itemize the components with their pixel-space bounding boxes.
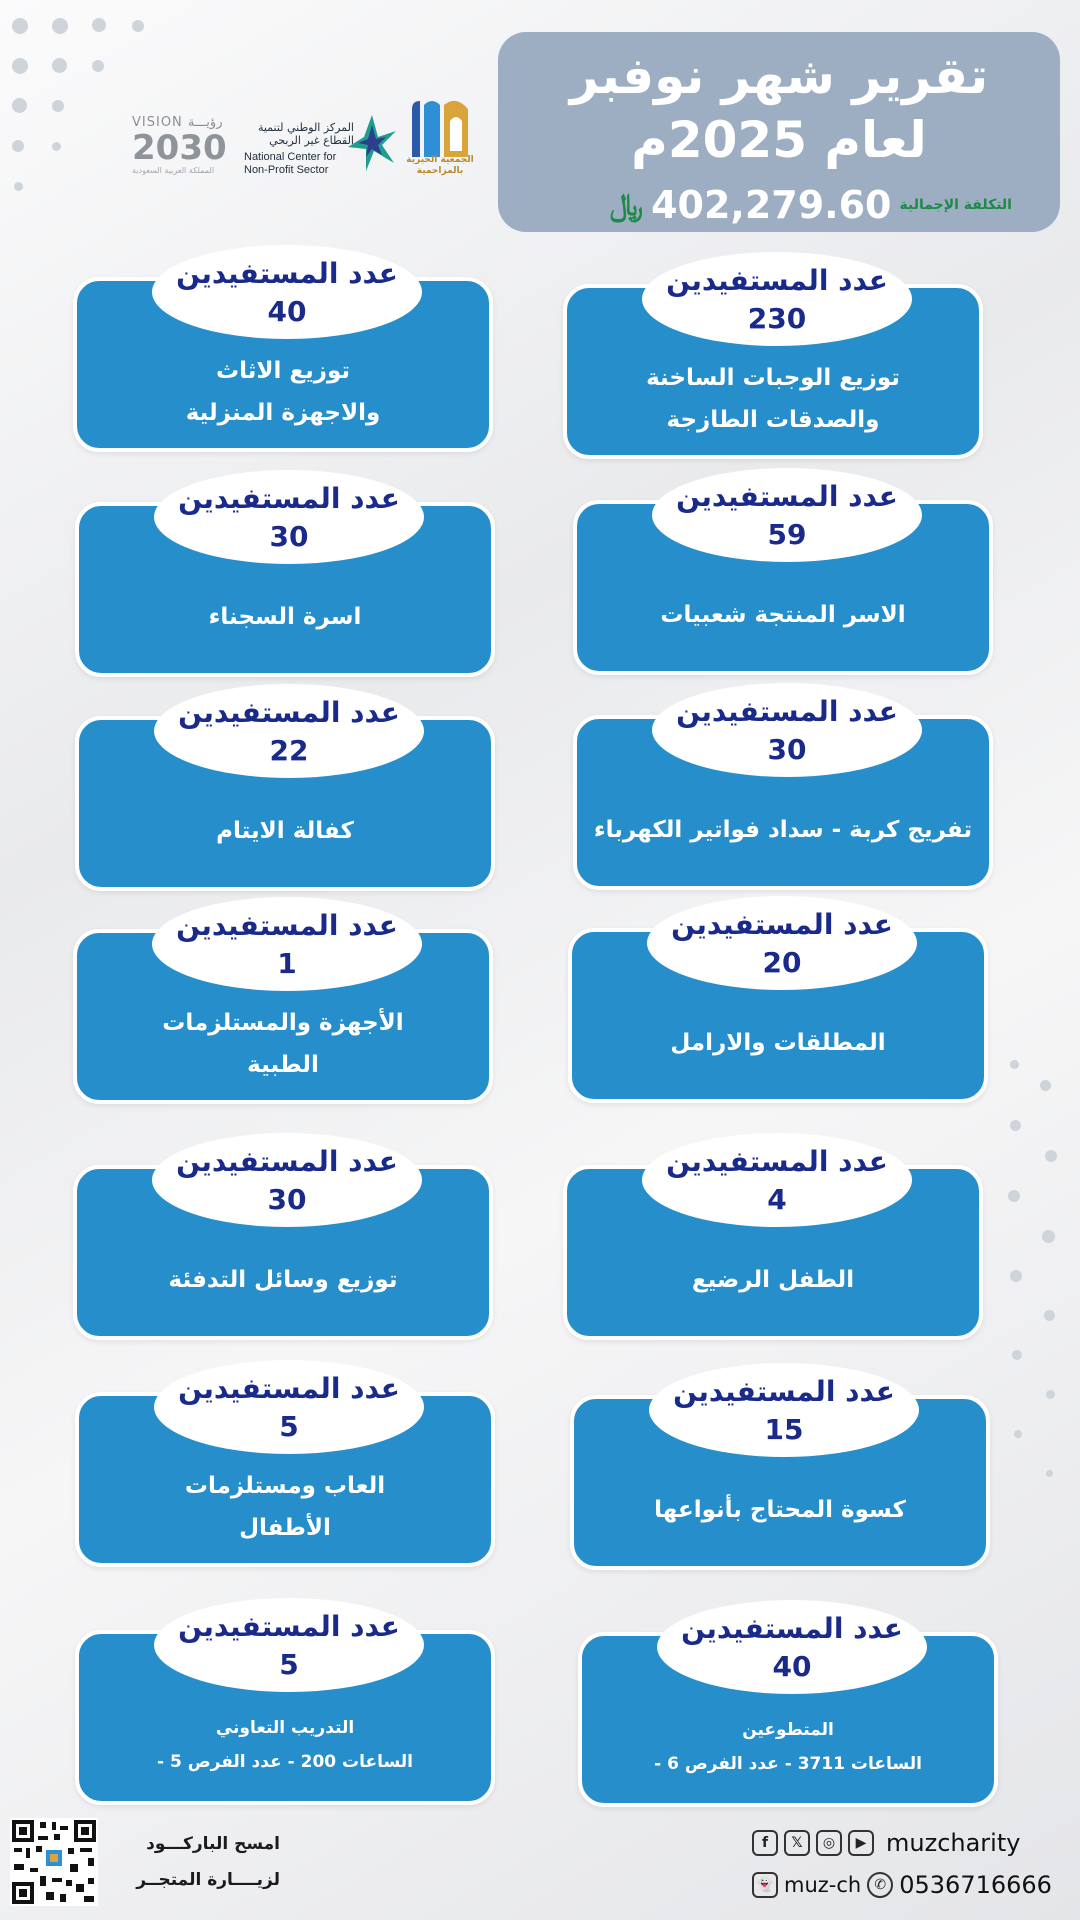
- scan-instruction-line1: امسح الباركـــود: [146, 1834, 280, 1854]
- program-name: [87, 345, 479, 438]
- program-card: [75, 1372, 495, 1567]
- beneficiaries-count: 5: [279, 1648, 299, 1681]
- program-name-line1: اسرة السجناء: [208, 603, 362, 630]
- program-name-line2: - الساعات 3711 - عدد الفرص 6: [654, 1753, 922, 1774]
- beneficiaries-oval: [652, 683, 922, 777]
- program-name: [89, 570, 481, 663]
- social-handle[interactable]: muzcharity: [886, 1829, 1021, 1857]
- program-card: [75, 1610, 495, 1805]
- beneficiaries-count: 15: [764, 1413, 804, 1446]
- program-name: [87, 997, 479, 1090]
- phone-number[interactable]: 0536716666: [899, 1871, 1052, 1899]
- beneficiaries-count: 59: [767, 518, 807, 551]
- program-name: [592, 1700, 984, 1793]
- store-qr-section: [10, 1818, 280, 1910]
- beneficiaries-oval: [642, 252, 912, 346]
- ncnp-english-name: [244, 151, 354, 177]
- program-card: [573, 695, 993, 890]
- beneficiaries-oval: [657, 1600, 927, 1694]
- program-name-line1: المتطوعين: [742, 1719, 834, 1740]
- beneficiaries-count: 230: [747, 302, 807, 335]
- beneficiaries-label: عدد المستفيدين: [673, 1375, 895, 1408]
- report-title-line1: تقرير شهر نوفبر: [569, 47, 989, 105]
- program-card: [570, 1375, 990, 1570]
- program-name-line1: الطفل الرضيع: [691, 1266, 855, 1293]
- beneficiaries-oval: [652, 468, 922, 562]
- charity-org-logo: [402, 99, 478, 191]
- beneficiaries-oval: [154, 684, 424, 778]
- program-card: [75, 696, 495, 891]
- program-name: [587, 568, 979, 661]
- program-card: [73, 909, 493, 1104]
- program-name: [587, 783, 979, 876]
- total-cost: [610, 180, 1012, 230]
- program-name: [89, 1698, 481, 1791]
- program-name: [577, 352, 969, 445]
- report-title-line2: لعام 2025م: [631, 111, 927, 169]
- social-links: [752, 1828, 1052, 1858]
- program-card: [75, 482, 495, 677]
- report-header: [498, 32, 1060, 232]
- program-name-line1: كفالة الايتام: [216, 817, 354, 844]
- program-card: [563, 1145, 983, 1340]
- ncnp-ar-line1: المركز الوطني لتنمية: [257, 121, 354, 134]
- snapchat-icon[interactable]: 👻: [752, 1872, 778, 1898]
- beneficiaries-label: عدد المستفيدين: [671, 908, 893, 941]
- program-name: [582, 996, 974, 1089]
- saudi-riyal-icon: ﷼: [609, 187, 644, 223]
- whatsapp-icon[interactable]: ✆: [867, 1872, 893, 1898]
- beneficiaries-label: عدد المستفيدين: [176, 257, 398, 290]
- beneficiaries-count: 20: [762, 946, 802, 979]
- program-name-line1: العاب ومستلزمات: [184, 1472, 386, 1499]
- facebook-icon[interactable]: f: [752, 1830, 778, 1856]
- program-name-line1: تفريج كربة - سداد فواتير الكهرباء: [593, 816, 973, 843]
- beneficiaries-label: عدد المستفيدين: [176, 909, 398, 942]
- beneficiaries-label: عدد المستفيدين: [178, 1372, 400, 1405]
- vision-subtitle: المملكة العربية السعودية: [132, 166, 215, 175]
- beneficiaries-count: 40: [267, 295, 307, 328]
- instagram-icon[interactable]: ◎: [816, 1830, 842, 1856]
- program-name-line1: كسوة المحتاج بأنواعها: [654, 1496, 906, 1523]
- scan-instruction-line2: لزيــــارة المتجــر: [136, 1870, 280, 1890]
- beneficiaries-oval: [647, 896, 917, 990]
- ncnp-en-line2: Non-Profit Sector: [244, 164, 329, 176]
- beneficiaries-oval: [642, 1133, 912, 1227]
- beneficiaries-oval: [152, 897, 422, 991]
- program-name: [577, 1233, 969, 1326]
- beneficiaries-oval: [152, 245, 422, 339]
- beneficiaries-count: 30: [269, 520, 309, 553]
- beneficiaries-count: 1: [277, 947, 297, 980]
- beneficiaries-count: 22: [269, 734, 309, 767]
- program-name-line1: توزيع وسائل التدفئة: [168, 1266, 398, 1293]
- beneficiaries-oval: [154, 470, 424, 564]
- partner-logos: [120, 95, 480, 195]
- program-name: [89, 1460, 481, 1553]
- program-card: [73, 1145, 493, 1340]
- beneficiaries-label: عدد المستفيدين: [178, 482, 400, 515]
- program-name: [87, 1233, 479, 1326]
- program-name: [584, 1463, 976, 1556]
- total-cost-label: التكلفة الإجمالية: [899, 197, 1012, 213]
- beneficiaries-count: 30: [767, 733, 807, 766]
- vision-2030-logo: [132, 115, 242, 185]
- beneficiaries-count: 4: [767, 1183, 787, 1216]
- beneficiaries-label: عدد المستفيدين: [676, 695, 898, 728]
- beneficiaries-label: عدد المستفيدين: [676, 480, 898, 513]
- youtube-icon[interactable]: ▶: [848, 1830, 874, 1856]
- ncnp-ar-line2: القطاع غير الربحي: [269, 134, 354, 147]
- ncnp-arabic-name: [244, 121, 354, 147]
- ncnp-en-line1: National Center for: [244, 151, 337, 163]
- beneficiaries-label: عدد المستفيدين: [681, 1612, 903, 1645]
- total-cost-value: 402,279.60: [651, 183, 892, 227]
- vision-top-text: VISION رؤيـــة: [132, 115, 223, 130]
- beneficiaries-label: عدد المستفيدين: [666, 1145, 888, 1178]
- qr-code-icon[interactable]: [10, 1818, 98, 1906]
- decorative-dots-right: [990, 1040, 1080, 1600]
- beneficiaries-count: 30: [267, 1183, 307, 1216]
- program-name-line2: والاجهزة المنزلية: [185, 399, 381, 426]
- beneficiaries-label: عدد المستفيدين: [176, 1145, 398, 1178]
- program-name-line1: المطلقات والارامل: [670, 1029, 886, 1056]
- beneficiaries-oval: [649, 1363, 919, 1457]
- beneficiaries-oval: [154, 1360, 424, 1454]
- program-name-line2: الأطفال: [239, 1514, 331, 1541]
- program-name-line1: الاسر المنتجة شعبيات: [660, 601, 906, 628]
- beneficiaries-count: 5: [279, 1410, 299, 1443]
- program-card: [563, 264, 983, 459]
- charity-org-name: الجمعية الخيرية بالمزاحمية: [406, 155, 474, 176]
- program-card: [578, 1612, 998, 1807]
- program-name-line2: - الساعات 200 - عدد الفرص 5: [157, 1751, 413, 1772]
- beneficiaries-oval: [154, 1598, 424, 1692]
- program-name-line1: التدريب التعاوني: [215, 1717, 355, 1738]
- contact-row: [752, 1870, 1052, 1900]
- beneficiaries-label: عدد المستفيدين: [178, 1610, 400, 1643]
- snapchat-handle[interactable]: muz-ch: [784, 1873, 862, 1897]
- beneficiaries-label: عدد المستفيدين: [178, 696, 400, 729]
- beneficiaries-oval: [152, 1133, 422, 1227]
- contact-info: [752, 1828, 1052, 1912]
- program-card: [73, 257, 493, 452]
- beneficiaries-label: عدد المستفيدين: [666, 264, 888, 297]
- program-card: [568, 908, 988, 1103]
- program-name-line1: توزيع الوجبات الساخنة: [646, 364, 900, 391]
- ncnp-star-icon: [344, 111, 400, 175]
- x-icon[interactable]: 𝕏: [784, 1830, 810, 1856]
- program-name-line1: توزيع الاثاث: [215, 357, 351, 384]
- program-name-line2: والصدقات الطازجة: [666, 406, 880, 433]
- program-card: [573, 480, 993, 675]
- program-name-line1: الأجهزة والمستلزمات: [162, 1009, 404, 1036]
- program-name: [89, 784, 481, 877]
- vision-year: 2030: [132, 128, 227, 168]
- beneficiaries-count: 40: [772, 1650, 812, 1683]
- program-name-line2: الطبية: [247, 1051, 319, 1078]
